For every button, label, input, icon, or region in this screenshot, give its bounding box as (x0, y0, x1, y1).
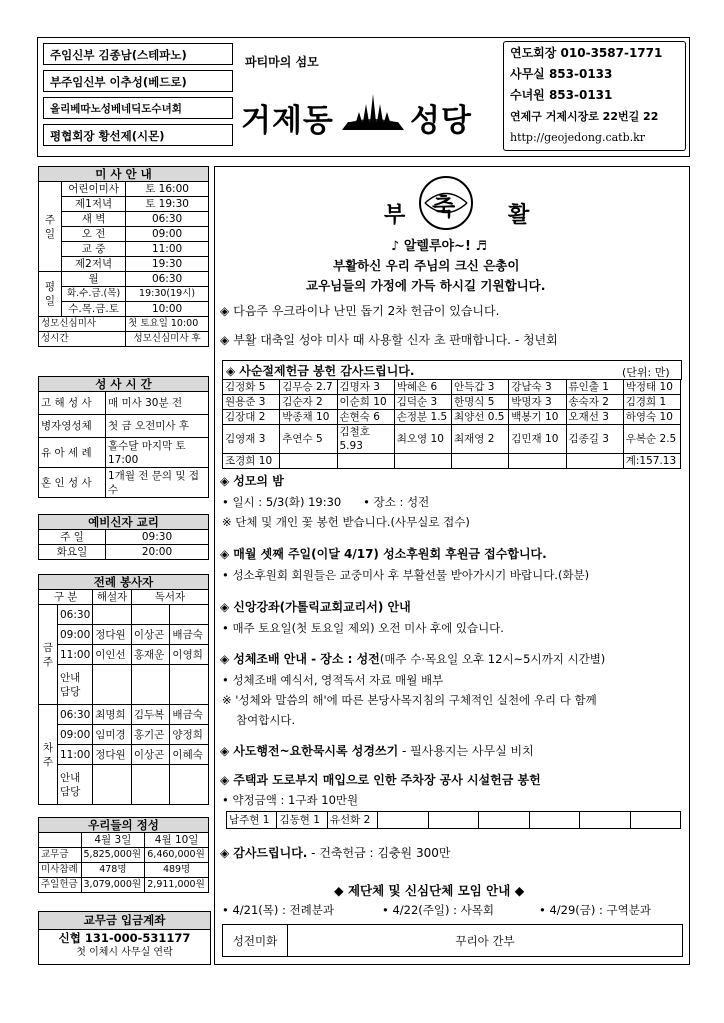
mass-name: 월 (62, 272, 126, 287)
mass-time: 10:00 (126, 302, 209, 317)
reader: 배금숙 (170, 625, 209, 645)
mass-time: 토 16:00 (126, 182, 209, 197)
donor: 하영숙 10 (623, 410, 680, 425)
slot: 11:00 (58, 745, 93, 765)
commentator: 최명희 (93, 705, 132, 725)
donor: 강남숙 3 (509, 380, 566, 395)
sacrament-time: 매 미사 30분 전 (106, 392, 209, 415)
easter-char-3: 활 (508, 203, 530, 228)
mass-time: 19:30 (126, 257, 209, 272)
notice-adoration (220, 650, 605, 667)
parish-name-right: 성당 (410, 103, 472, 139)
reader (170, 765, 209, 805)
slot: 09:00 (58, 625, 93, 645)
liturgy-table (38, 574, 209, 805)
donor: 박혜은 6 (394, 380, 451, 395)
mass-name: 오 전 (62, 227, 126, 242)
group-label: 차주 (39, 705, 58, 805)
pledger (428, 812, 478, 829)
adoration-detail-3: 참여합시다. (236, 713, 296, 727)
offering-value: 3,079,000원 (81, 878, 145, 893)
pledge-table (226, 811, 681, 829)
diamond-bullet-icon: ◈ (220, 304, 230, 318)
account-note: 첫 이체시 사무실 연락 (76, 947, 173, 958)
offering-value: 478명 (81, 863, 145, 878)
weekday-label: 평일 (39, 272, 62, 317)
church-logo (338, 92, 408, 132)
donor: 김명자 3 (337, 380, 394, 395)
easter-char-1: 부 (384, 203, 406, 228)
slot: 11:00 (58, 645, 93, 665)
flower-duty-group: 꾸리아 간부 (288, 925, 683, 957)
meeting-2: • 4/22(주일) : 사목회 (382, 903, 494, 917)
donor: 송숙자 2 (566, 395, 623, 410)
diamond-bullet-icon: ◈ (220, 744, 230, 758)
commentator (93, 665, 132, 705)
thanks-title: 감사드립니다. (233, 846, 308, 860)
donor: 김덕순 3 (394, 395, 451, 410)
adoration-detail-2: ※ '성체와 말씀의 해'에 따른 본당사목지침의 구체적인 실천에 우리 다 함께 (222, 693, 597, 707)
commentator: 정다원 (93, 745, 132, 765)
assistant-pastor-row: 부주임신부 이추성(베드로) (43, 70, 233, 92)
reader: 이상곤 (131, 625, 170, 645)
class-time: 20:00 (106, 545, 209, 560)
donor: 이순희 10 (337, 395, 394, 410)
holy-hour-label: 성시간 (39, 332, 126, 347)
address: 연제구 거제시장로 22번길 22 (510, 110, 659, 123)
marian-night-title: 성모의 밤 (233, 474, 284, 488)
liturgy-header: 구 분 (39, 590, 93, 605)
mass-name: 교 중 (62, 242, 126, 257)
notice-vocation (220, 545, 547, 562)
parish-name-left: 거제동 (241, 103, 334, 139)
offering-value: 6,460,000원 (145, 848, 209, 863)
donor: 최재영 2 (452, 425, 509, 454)
mass-time: 09:00 (126, 227, 209, 242)
meetings-title: ◆ 제단체 및 신심단체 모임 안내 ◆ (334, 883, 525, 898)
donor: 박정태 10 (623, 380, 680, 395)
diamond-bullet-icon: ◈ (226, 364, 236, 378)
sacrament-time: 홀수달 마지막 토 17:00 (106, 438, 209, 468)
catechism-detail: • 매주 토요일(첫 토요일 제외) 오전 미사 후에 있습니다. (222, 621, 504, 635)
catechism-title: 신앙강좌(가톨릭교회교리서) 안내 (233, 600, 411, 614)
flower-duty-label: 성전미화 (223, 925, 288, 957)
sacrament-name: 혼 인 성 사 (39, 468, 106, 498)
notice-1-text: 다음주 우크라이나 난민 돕기 2차 헌금이 있습니다. (233, 304, 500, 318)
class-day: 화요일 (39, 545, 106, 560)
notice-parking (220, 771, 541, 788)
donor (337, 454, 394, 469)
thanks-detail: - 건축헌금 : 김충원 300만 (307, 846, 451, 860)
reader: 김두복 (131, 705, 170, 725)
mass-name: 수.목.금.토 (62, 302, 126, 317)
marian-night-note: ※ 단체 및 개인 꽃 봉헌 받습니다.(사무실로 접수) (222, 515, 470, 529)
donor: 박종채 10 (280, 410, 337, 425)
donor (509, 454, 566, 469)
donor (280, 454, 337, 469)
office-phone: 사무실 853-0133 (510, 67, 613, 81)
adoration-detail-1: • 성체조배 예식서, 영적독서 자료 매월 배부 (222, 673, 444, 687)
offering-label: 교무금 (39, 848, 82, 863)
reader (131, 605, 170, 625)
donation-table (222, 379, 681, 469)
reader (131, 665, 170, 705)
offering-value: 489명 (145, 863, 209, 878)
slot: 06:30 (58, 605, 93, 625)
donation-title-text: 사순절제헌금 봉헌 감사드립니다. (239, 364, 415, 378)
donor: 김경희 1 (623, 395, 680, 410)
donor: 조경희 10 (223, 454, 280, 469)
meeting-3: • 4/29(금) : 구역분과 (539, 903, 651, 917)
offering-header (39, 833, 82, 848)
reader (170, 665, 209, 705)
pledger (479, 812, 529, 829)
notice-marian-night (220, 472, 284, 489)
offering-table (38, 817, 209, 893)
sacrament-time: 첫 금 오전미사 후 (106, 415, 209, 438)
donor: 김철호 5.93 (337, 425, 394, 454)
adoration-schedule: (매주 수·목요일 오후 12시~5시까지 시간별) (379, 652, 606, 666)
reader (170, 605, 209, 625)
notice-1 (220, 302, 499, 319)
diamond-bullet-icon: ◈ (220, 773, 230, 787)
notice-catechism (220, 598, 411, 615)
mass-time: 11:00 (126, 242, 209, 257)
council-row: 평협회장 황선제(시몬) (43, 124, 233, 146)
reader (131, 765, 170, 805)
reader: 이영희 (170, 645, 209, 665)
mass-name: 화.수.금.(목) (62, 287, 126, 302)
donor: 박명자 3 (509, 395, 566, 410)
reader: 배금숙 (170, 705, 209, 725)
donor: 류인출 1 (566, 380, 623, 395)
reader: 양정희 (170, 725, 209, 745)
donor: 김장대 2 (223, 410, 280, 425)
sacrament-time: 1개월 전 문의 및 접수 (106, 468, 209, 498)
header-right (510, 44, 685, 148)
pledger (378, 812, 428, 829)
offering-label: 주일헌금 (39, 878, 82, 893)
group-label: 금주 (39, 605, 58, 705)
notice-bible-writing (220, 742, 534, 759)
sunday-label: 주일 (39, 182, 62, 272)
mass-name: 어린이미사 (62, 182, 126, 197)
donor: 손정분 1.5 (394, 410, 451, 425)
mass-name: 제2저녁 (62, 257, 126, 272)
mass-schedule-table (38, 166, 209, 347)
easter-greeting-2: 교우님들의 가정에 가득 하시길 기원합니다. (306, 278, 546, 293)
offering-label: 미사참례 (39, 863, 82, 878)
donor: 김종길 3 (566, 425, 623, 454)
pledger (529, 812, 579, 829)
donor: 김정화 5 (223, 380, 280, 395)
diamond-bullet-icon: ◈ (220, 333, 230, 347)
slot: 06:30 (58, 705, 93, 725)
offering-title: 우리들의 정성 (39, 818, 209, 833)
donor (452, 454, 509, 469)
donor: 오재선 3 (566, 410, 623, 425)
flower-duty-table (222, 924, 683, 957)
pledger: 남주현 1 (227, 812, 277, 829)
offering-header: 4월 3일 (81, 833, 145, 848)
donor: 최오영 10 (394, 425, 451, 454)
sacrament-name: 고 해 성 사 (39, 392, 106, 415)
reader: 홍기곤 (131, 725, 170, 745)
meeting-1: • 4/21(목) : 전례분과 (222, 903, 334, 917)
reader: 홍재운 (131, 645, 170, 665)
donor (566, 454, 623, 469)
reader: 이상곤 (131, 745, 170, 765)
commentator: 임미경 (93, 725, 132, 745)
slot: 09:00 (58, 725, 93, 745)
commentator: 정다원 (93, 625, 132, 645)
parking-pledge-amount: • 약정금액 : 1구좌 10만원 (222, 793, 359, 807)
offering-value: 2,911,000원 (145, 878, 209, 893)
pledger (630, 812, 681, 829)
donor: 손현숙 6 (337, 410, 394, 425)
marian-mass-label: 성모신심미사 (39, 317, 126, 332)
commentator: 이인선 (93, 645, 132, 665)
mass-title: 미 사 안 내 (39, 167, 209, 182)
account-box (38, 911, 211, 965)
donor: 김무승 2.7 (280, 380, 337, 395)
offering-header: 4월 10일 (145, 833, 209, 848)
mass-time: 06:30 (126, 212, 209, 227)
donor: 안득갑 3 (452, 380, 509, 395)
mass-time: 토 19:30 (126, 197, 209, 212)
website-link[interactable]: http://geojedong.catb.kr (510, 131, 646, 144)
mass-time: 19:30(19시) (126, 287, 209, 302)
donor: 김순자 2 (280, 395, 337, 410)
donor: 김민재 10 (509, 425, 566, 454)
slot: 안내 담당 (58, 765, 93, 805)
donor: 원용준 3 (223, 395, 280, 410)
pledger (580, 812, 630, 829)
reader: 이혜숙 (170, 745, 209, 765)
liturgy-title: 전례 봉사자 (39, 575, 209, 590)
catechumen-table (38, 514, 209, 560)
account-title: 교무금 입금계좌 (39, 912, 210, 930)
easter-greeting-1: 부활하신 우리 주님의 크신 은총이 (333, 258, 520, 273)
pledger: 유선화 2 (327, 812, 377, 829)
donor: 한명식 5 (452, 395, 509, 410)
pledger: 김동현 1 (277, 812, 327, 829)
holy-hour-time: 성모신심미사 후 (126, 332, 209, 347)
class-time: 09:30 (106, 530, 209, 545)
mass-name: 새 벽 (62, 212, 126, 227)
header-left (43, 43, 233, 149)
donation-title (226, 362, 414, 379)
donor: 김영재 3 (223, 425, 280, 454)
diamond-bullet-icon: ◈ (220, 600, 230, 614)
sacraments-table (38, 376, 209, 498)
sacraments-title: 성 사 시 간 (39, 377, 209, 392)
mass-time: 06:30 (126, 272, 209, 287)
donor: 우복순 2.5 (623, 425, 680, 454)
bible-writing-title: 사도행전~요한묵시록 성경쓰기 (233, 744, 399, 758)
donor: 최양선 0.5 (452, 410, 509, 425)
marian-mass-time: 첫 토요일 10:00 (126, 317, 209, 332)
donation-unit: (단위: 만) (622, 366, 670, 379)
header-subtitle: 파티마의 섬모 (245, 55, 319, 69)
convent-phone: 수녀원 853-0131 (510, 88, 613, 102)
account-number: 신협 131-000-531177 (58, 931, 191, 945)
funeral-contact: 연도회장 010-3587-1771 (510, 46, 663, 60)
donor-total: 계:157.13 (623, 454, 680, 469)
sisters-row: 올리베따노성베네딕도수녀회 (43, 97, 233, 119)
donor: 추연수 5 (280, 425, 337, 454)
marian-night-details: • 일시 : 5/3(화) 19:30 • 장소 : 성전 (222, 495, 430, 509)
notice-thanks (220, 844, 450, 861)
adoration-title: 성체조배 안내 - 장소 : 성전 (233, 652, 380, 666)
catechumen-title: 예비신자 교리 (39, 515, 209, 530)
vocation-detail: • 성소후원회 회원들은 교중미사 후 부활선물 받아가시기 바랍니다.(화분) (222, 568, 590, 582)
diamond-bullet-icon: ◈ (220, 846, 230, 860)
notice-2-text: 부활 대축일 성야 미사 때 사용할 신자 초 판매합니다. - 청년회 (233, 333, 558, 347)
commentator (93, 605, 132, 625)
sacrament-name: 병자영성체 (39, 415, 106, 438)
pastor-row: 주임신부 김종남(스테파노) (43, 43, 233, 65)
class-day: 주 일 (39, 530, 106, 545)
sacrament-name: 유 아 세 례 (39, 438, 106, 468)
donor: 백봉기 10 (509, 410, 566, 425)
parking-title: 주택과 도로부지 매입으로 인한 주차장 공사 시설헌금 봉헌 (233, 773, 541, 787)
bible-writing-detail: - 필사용지는 사무실 비치 (398, 744, 534, 758)
alleluia-text: ♪ 알렐루야~! ♬ (391, 239, 488, 254)
slot: 안내 담당 (58, 665, 93, 705)
offering-value: 5,825,000원 (81, 848, 145, 863)
vocation-title: 매월 셋째 주일(이달 4/17) 성소후원회 후원금 접수합니다. (233, 547, 547, 561)
donor (394, 454, 451, 469)
commentator (93, 765, 132, 805)
notice-2 (220, 331, 558, 348)
diamond-bullet-icon: ◈ (220, 652, 230, 666)
diamond-bullet-icon: ◈ (220, 474, 230, 488)
liturgy-header: 독서자 (131, 590, 208, 605)
easter-char-2: 축 (432, 193, 456, 221)
diamond-bullet-icon: ◈ (220, 547, 230, 561)
mass-name: 제1저녁 (62, 197, 126, 212)
liturgy-header: 해설자 (93, 590, 132, 605)
